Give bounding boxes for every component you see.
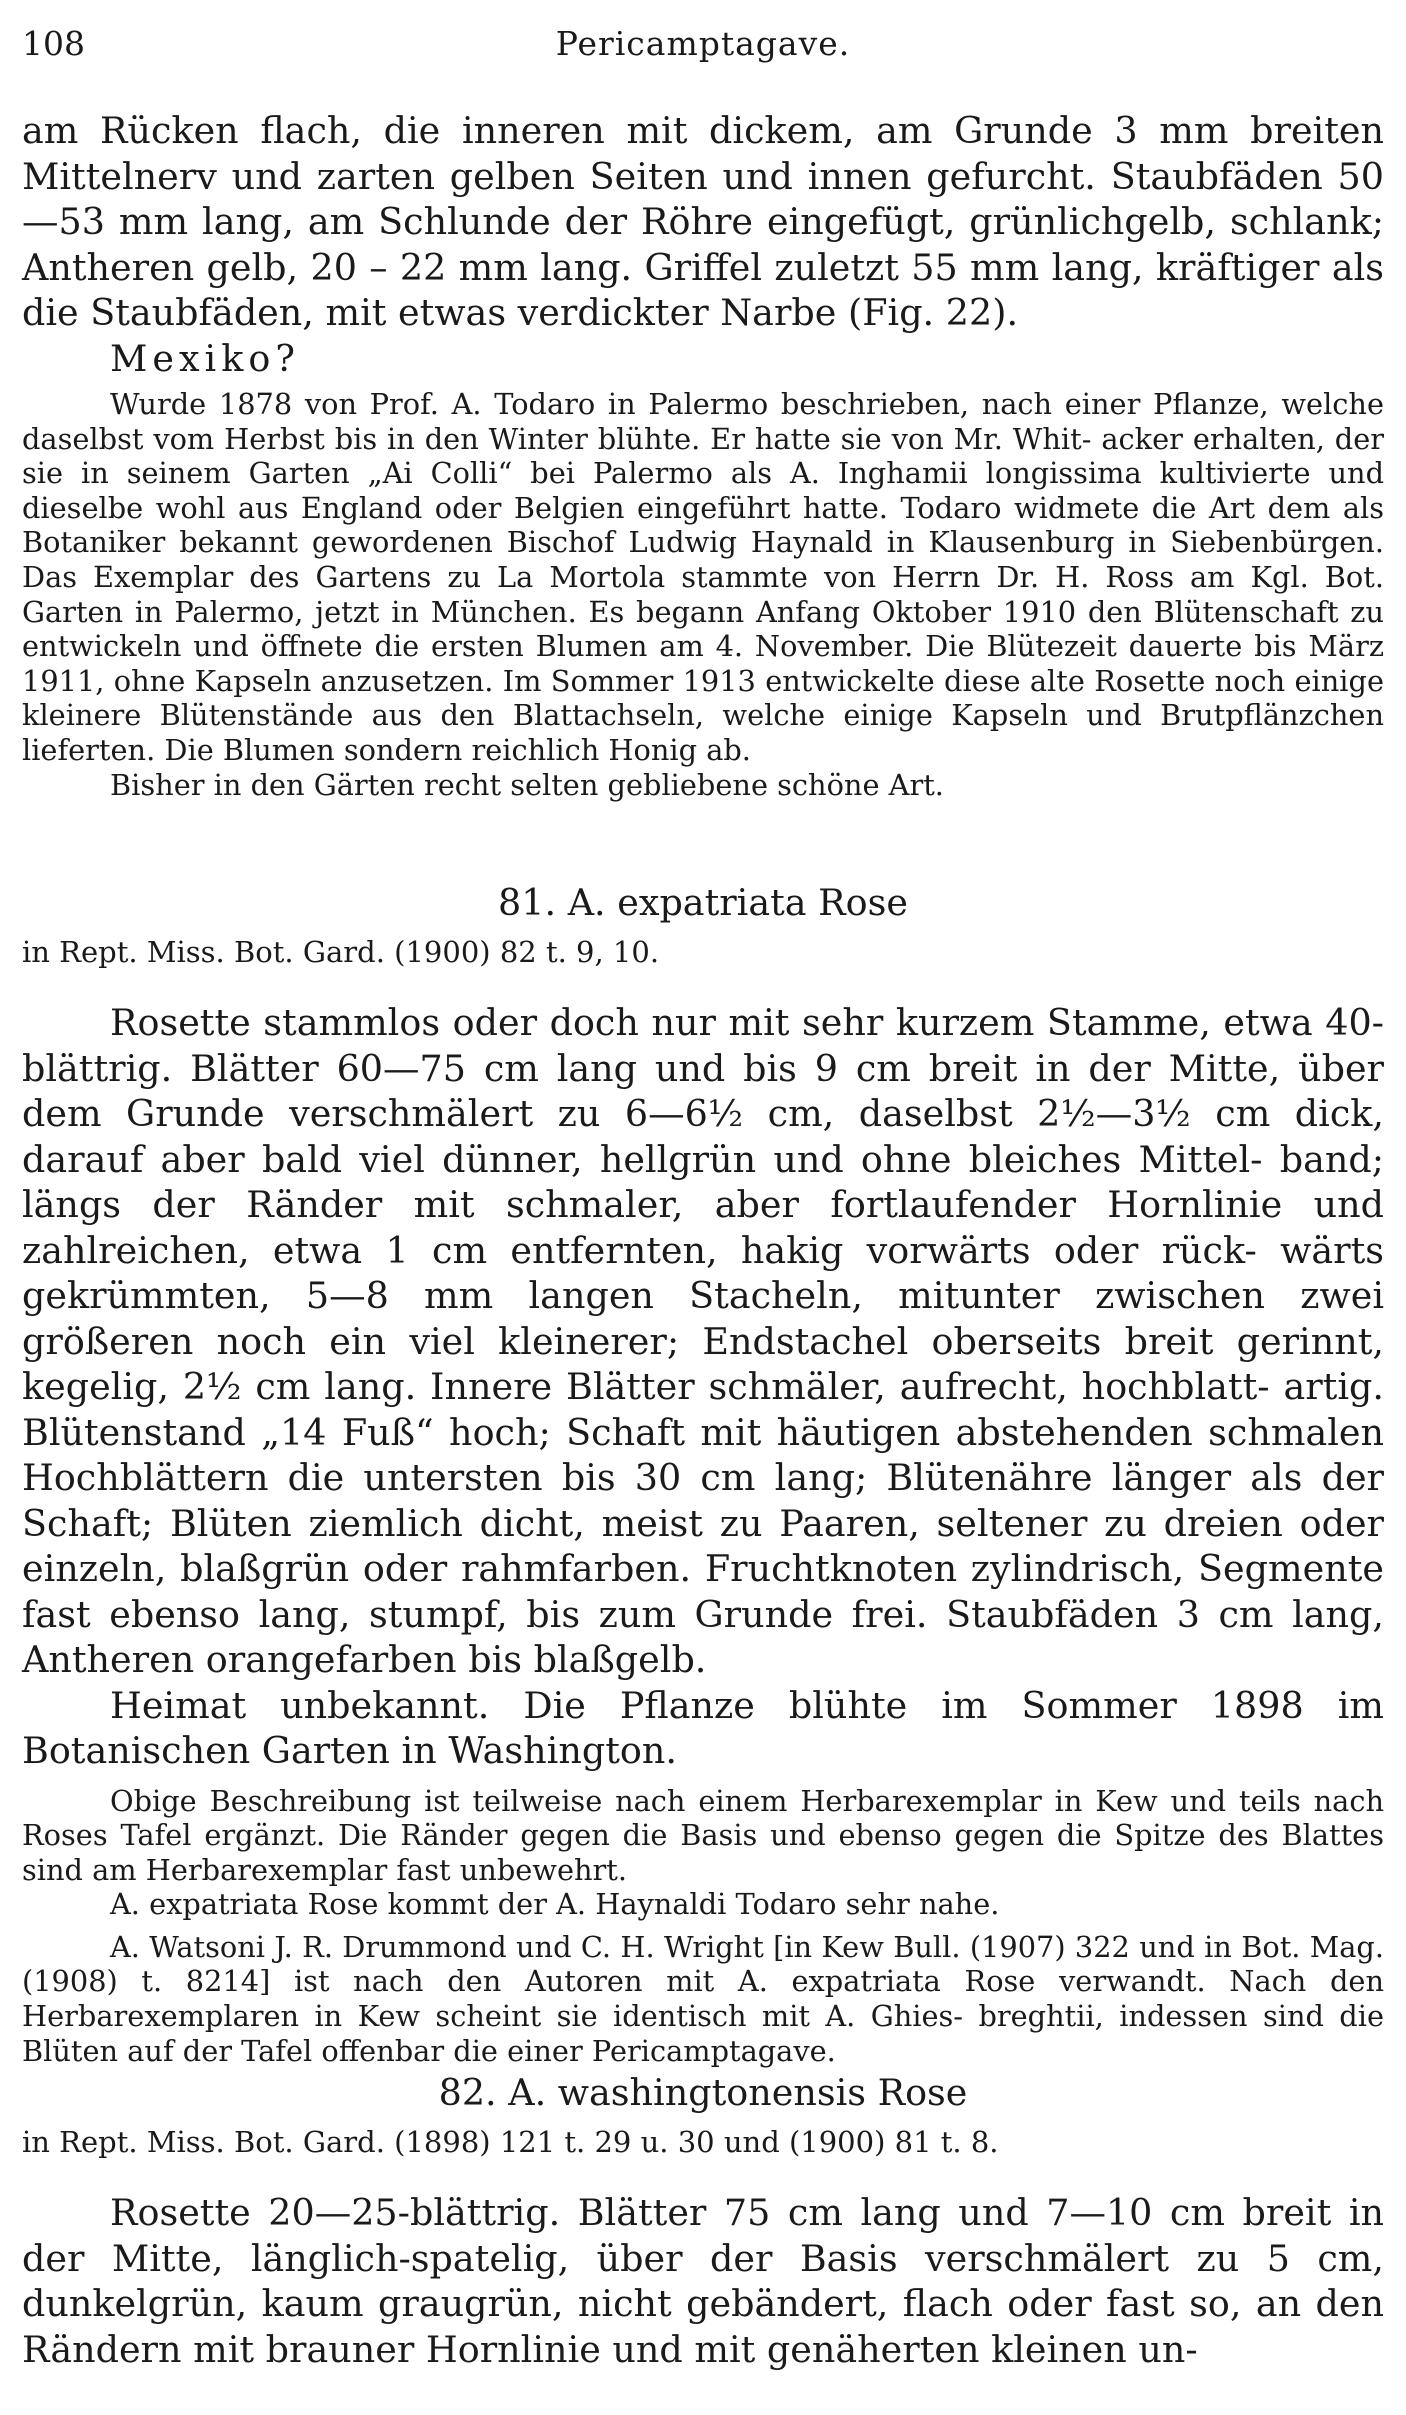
continued-description: [22, 108, 1384, 802]
text-line: und Brutpflänzchen lieferten. Die Blumen sondern reichlich Honig ab.: [22, 698, 1384, 767]
text-line: welche daselbst vom Herbst bis in den Winter blühte. Er hatte sie von Mr. Whit-: [22, 387, 1384, 456]
species-citation: in Rept. Miss. Bot. Gard. (1898) 121 t. 29 u. 30 und (1900) 81 t. 8.: [22, 2125, 999, 2159]
text-line: und öffnete die ersten Blumen am 4. November. Die Blütezeit dauerte bis März: [193, 629, 1385, 664]
text-line: artig. Blütenstand „14 Fuß“ hoch; Schaft mit häutigen abstehenden: [22, 1365, 1384, 1454]
text-line: Mittelnerv und zarten gelben Seiten und innen gefurcht. Staubfäden: [22, 154, 1323, 198]
species-81: [22, 880, 1384, 2068]
text-line: wärts gekrümmten, 5—8 mm langen Stacheln, mitunter zwischen zwei: [22, 1228, 1384, 1317]
species-description: [22, 2190, 1384, 2372]
species-heading: 82. A. washingtonensis Rose: [438, 2071, 968, 2114]
text-line: als der Schaft; Blüten ziemlich dicht, meist zu Paaren, seltener zu: [22, 1456, 1385, 1545]
text-line: acker erhalten, der sie in seinem Garten „Ai Colli“ bei Palermo als A. Inghamii: [22, 421, 1385, 491]
text-line: und in Bot. Mag. (1908) t. 8214] ist nach den Autoren mit A. expatriata Rose: [22, 1929, 1384, 1999]
remark: [22, 1784, 1384, 1888]
text-line: kegelig, 2½ cm lang. Innere Blätter schmäler, aufrecht, hochblatt-: [22, 1365, 1270, 1408]
text-line: schlank; Antheren gelb, 20 – 22 mm lang. Griffel zuletzt 55 mm lang,: [22, 200, 1384, 289]
species-description: [22, 1000, 1384, 1683]
text-line: Heimat unbekannt. Die Pflanze blühte im Sommer 1898 im: [110, 1683, 1384, 1727]
text-line: dunkelgrün, kaum graugrün, nicht gebändert, flach oder fast so, an: [22, 2282, 1302, 2325]
text-line: und zahlreichen, etwa 1 cm entfernten, hakig vorwärts oder rück-: [22, 1183, 1384, 1272]
page-header: [22, 24, 1384, 64]
running-title: Pericamptagave.: [555, 24, 851, 63]
history-note: [22, 387, 1384, 768]
remark: A. expatriata Rose kommt der A. Haynaldi Todaro sehr nahe.: [110, 1887, 1000, 1922]
species-82: [22, 2070, 1384, 2372]
text-line: teils nach Roses Tafel ergänzt. Die Ränder gegen die Basis und ebenso gegen: [22, 1783, 1385, 1853]
text-line: verwandt. Nach den Herbarexemplaren in Kew scheint sie identisch mit A. Ghies-: [22, 1964, 1384, 2034]
species-heading: 81. A. expatriata Rose: [498, 881, 908, 924]
text-line: Botanischen Garten in Washington.: [22, 1729, 677, 1772]
text-line: breghtii, indessen sind die Blüten auf der Tafel offenbar die einer Pericamptagave.: [22, 1999, 1384, 2068]
origin: Mexiko?: [110, 336, 300, 380]
text-line: kräftiger als die Staubfäden, mit etwas verdickter Narbe (Fig. 22).: [22, 245, 1385, 334]
text-line: Rosette stammlos oder doch nur mit sehr kurzem Stamme, etwa: [110, 1001, 1313, 1044]
text-line: 1911, ohne Kapseln anzusetzen. Im Sommer 1913 entwickelte diese alte Rosette: [22, 663, 1206, 698]
text-line: Mortola stammte von Herrn Dr. H. Ross am Kgl. Bot. Garten in Palermo, jetzt: [22, 559, 1384, 629]
text-line: den Rändern mit brauner Hornlinie und mit genäherten kleinen un-: [22, 2282, 1384, 2371]
text-line: in der Mitte, länglich-spatelig, über der Basis verschmälert zu 5 cm,: [22, 2191, 1384, 2280]
text-line: Todaro widmete die Art dem als Botaniker bekannt gewordenen Bischof Ludwig: [22, 490, 1385, 560]
text-line: schmalen Hochblättern die untersten bis 30 cm lang; Blütenähre länger: [22, 1410, 1384, 1499]
text-line: dick, darauf aber bald viel dünner, hellgrün und ohne bleiches Mittel-: [22, 1092, 1384, 1181]
origin-line: [22, 336, 1384, 382]
page-number: 108: [22, 24, 85, 63]
species-citation: in Rept. Miss. Bot. Gard. (1900) 82 t. 9, 10.: [22, 935, 660, 969]
text-line: 50—53 mm lang, am Schlunde der Röhre eingefügt, grünlichgelb,: [22, 154, 1384, 243]
text-line: Segmente fast ebenso lang, stumpf, bis zum Grunde frei. Staubfäden: [22, 1547, 1384, 1636]
closing-remark: Bisher in den Gärten recht selten gebliebene schöne Art.: [110, 767, 944, 802]
text-line: Obige Beschreibung ist teilweise nach einem Herbarexemplar in Kew und: [110, 1783, 1227, 1818]
text-line: die Spitze des Blattes sind am Herbarexemplar fast unbewehrt.: [22, 1818, 1384, 1887]
text-line: Wurde 1878 von Prof. A. Todaro in Palermo beschrieben, nach einer Pflanze,: [110, 387, 1269, 421]
text-line: longissima kultivierte und dieselbe wohl aus England oder Belgien eingeführt hatte.: [22, 456, 1385, 525]
text-line: noch einige kleinere Blütenstände aus den Blattachseln, welche einige Kapseln: [22, 663, 1384, 733]
text-line: in München. Es begann Anfang Oktober 1910 den Blütenschaft zu entwickeln: [22, 594, 1385, 664]
text-line: am Rücken flach, die inneren mit dickem, am Grunde 3 mm breiten: [22, 109, 1384, 152]
text-line: größeren noch ein viel kleinerer; Endstachel oberseits breit gerinnt,: [22, 1319, 1384, 1363]
habitat: [22, 1683, 1384, 1774]
remark: [22, 1930, 1384, 2068]
paragraph: [22, 108, 1384, 336]
text-line: A. Watsoni J. R. Drummond und C. H. Wright [in Kew Bull. (1907) 322: [110, 1929, 1130, 1964]
text-line: Rosette 20—25-blättrig. Blätter 75 cm lang und 7—10 cm breit: [110, 2191, 1332, 2234]
text-line: 40-blättrig. Blätter 60—75 cm lang und bis 9 cm breit in der Mitte,: [22, 1001, 1384, 1090]
text-line: band; längs der Ränder mit schmaler, aber fortlaufender Hornlinie: [22, 1137, 1385, 1226]
text-line: über dem Grunde verschmälert zu 6—6½ cm, daselbst 2½—3½ cm: [22, 1046, 1384, 1135]
text-line: 3 cm lang, Antheren orangefarben bis blaßgelb.: [22, 1592, 1384, 1681]
text-line: dreien oder einzeln, blaßgrün oder rahmfarben. Fruchtknoten zylindrisch,: [22, 1501, 1384, 1590]
text-line: Haynald in Klausenburg in Siebenbürgen. Das Exemplar des Gartens zu La: [22, 525, 1385, 594]
